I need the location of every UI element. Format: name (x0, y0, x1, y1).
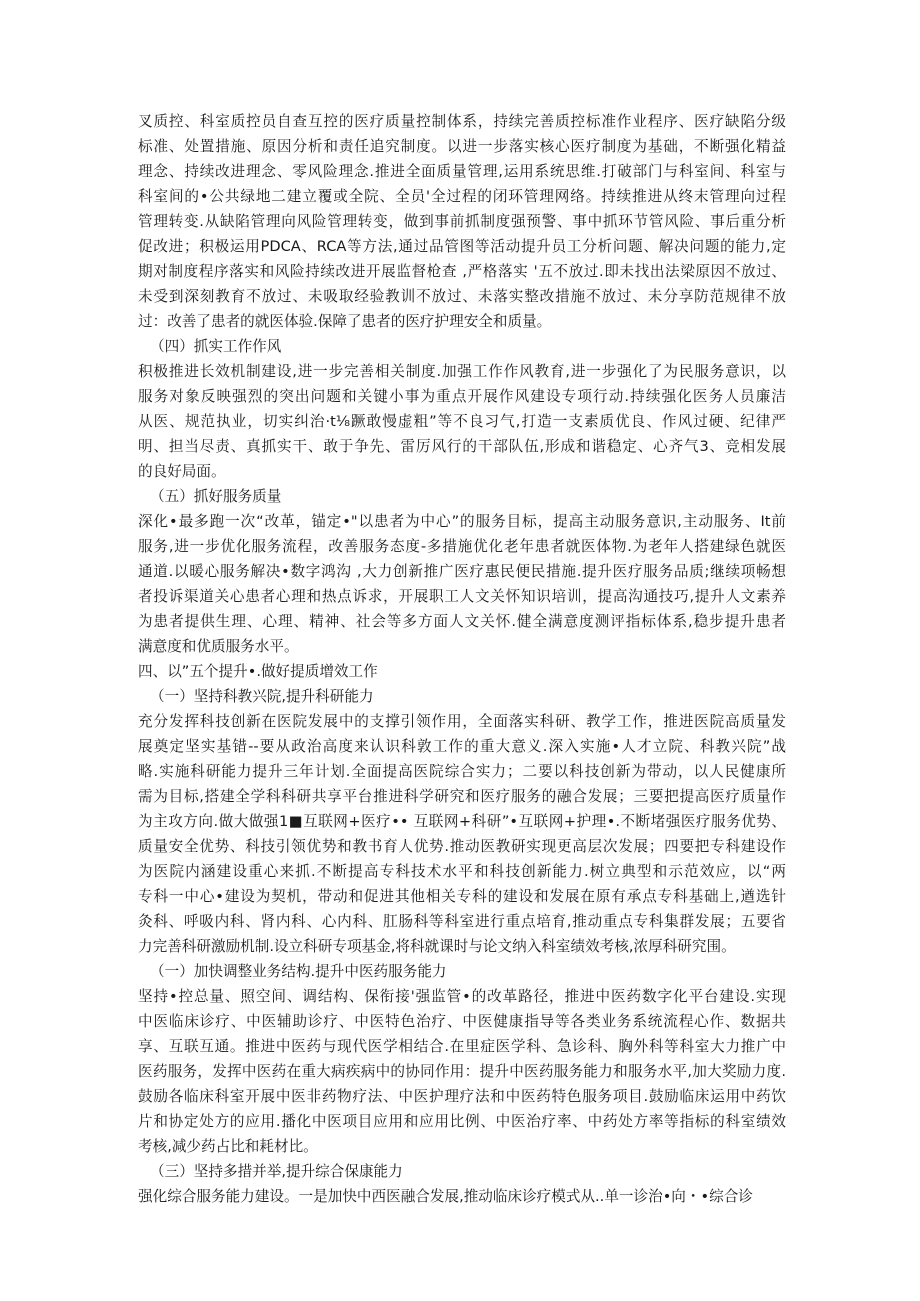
text-line: 鼓励各临床科室开展中医非药物疗法、中医护理疗法和中医药特色服务项目.鼓励临床运用中药饮 (138, 1088, 786, 1105)
text-line: 积极推进长效机制建设,进一步完善相关制度.加强工作作风教育,进一步强化了为民服务意识，以 (138, 363, 786, 380)
text-line: 通道.以暖心服务解决•数字鸿沟 ,大力创新推广医疗惠民便民措施.提升医疗服务品质;继续项畅想 (138, 563, 786, 580)
text-line: 服务,进一步优化服务流程，改善服务态度-多措施优化老年患者就医体物.为老年人搭建绿色就医 (138, 538, 786, 555)
subsection-heading (138, 484, 786, 509)
text-line: 为医院内涵建设重心来抓.不断提高专科技术水平和科技创新能力.树立典型和示范效应，以“两 (138, 863, 786, 880)
subsection-heading (138, 959, 786, 984)
text-line: （四）抓实工作作风 (150, 338, 282, 355)
text-line: 叉质控、科室质控员自查互控的医疗质量控制体系，持续完善质控标准作业程序、医疗缺陷分级 (138, 113, 786, 130)
text-line: 坚持•控总量、照空间、调结构、保衔接'强监管•的改革路径，推进中医药数字化平台建设.实现 (138, 988, 786, 1005)
paragraph (138, 359, 786, 484)
subsection-heading (138, 1159, 786, 1184)
text-line: 过：改善了患者的就医体验.保障了患者的医疗护理安全和质量。 (138, 313, 552, 330)
text-line: 深化•最多跑一次“改革，锚定•"以患者为中心”的服务目标，提高主动服务意识,主动服务、It前 (138, 513, 786, 530)
text-line: 理念、持续改进理念、零风险理念.推进全面质量管理,运用系统思维.打破部门与科室间、科室与 (138, 163, 786, 180)
text-line: 需为目标,搭建全学科科研共享平台推进科学研究和医疗服务的融合发展；三要把提高医疗质量作 (138, 788, 786, 805)
text-line: 享、互联互通。推进中医药与现代医学相结合.在里症医学科、急诊科、胸外科等科室大力推广中 (138, 1038, 786, 1055)
text-line: 略.实施科研能力提升三年计划.全面提高医院综合实力；二要以科技创新为带动，以人民健康所 (138, 763, 786, 780)
text-line: （一）坚持科教兴院,提升科研能力 (150, 688, 374, 705)
paragraph (138, 984, 786, 1159)
text-line: 医药服务，发挥中医药在重大病疾病中的协同作用：提升中医药服务能力和服务水平,加大奖励力度. (138, 1063, 786, 1080)
text-line: 展奠定坚实基错--要从政治高度来认识科敦工作的重大意义.深入实施•人才立院、科教兴院”战 (138, 738, 786, 755)
text-line: （五）抓好服务质量 (150, 488, 282, 505)
text-line: （三）坚持多措并举,提升综合保康能力 (150, 1163, 403, 1180)
text-line: 管理转变.从缺陷管理向风险管理转变，做到事前抓制度强预警、事中抓环节管风险、事后重分析 (138, 213, 786, 230)
text-line: 质量安全优势、科技引领优势和教书育人优势.推动医教研实现更高层次发展；四要把专科建设作 (138, 838, 786, 855)
document-page (138, 109, 786, 1209)
text-line: （一）加快调整业务结构.提升中医药服务能力 (150, 963, 447, 980)
text-line: 四、以”五个提升•.做好提质增效工作 (138, 663, 378, 680)
subsection-heading (138, 684, 786, 709)
text-line: 中医临床诊疗、中医辅助诊疗、中医特色治疗、中医健康指导等各类业务系统流程心作、数据共 (138, 1013, 786, 1030)
text-line: 灸科、呼吸内科、肾内科、心内科、肛肠科等科室进行重点培育,推动重点专科集群发展；五要省 (138, 913, 786, 930)
paragraph (138, 1184, 786, 1209)
text-line: 服务对象反映强烈的突出问题和关键小事为重点开展作风建设专项行动.持续强化医务人员廉洁 (138, 388, 786, 405)
text-line: 明、担当尽责、真抓实干、敢于争先、雷厉风行的干部队伍,形成和谐稳定、心齐气3、竞相发展 (138, 438, 786, 455)
subsection-heading (138, 334, 786, 359)
paragraph (138, 109, 786, 334)
text-line: 未受到深刻教育不放过、未吸取经验教训不放过、未落实整改措施不放过、未分享防范规律不放 (138, 288, 786, 305)
text-line: 科室间的•公共绿地二建立覆或全院、全员'全过程的闭环管理网络。持续推进从终末管理向过程 (138, 188, 786, 205)
text-line: 为主攻方向.做大做强1■互联网+医疗•• 互联网+科研”•互联网+护理•.不断堵强医疗服务优势、 (138, 813, 786, 830)
text-line: 促改进；积极运用PDCA、RCA等方法,通过品管图等活动提升员工分析问题、解决问题的能力,定 (138, 238, 786, 255)
section-heading (138, 659, 786, 684)
text-line: 从医、规范执业，切实纠治·t⅛蹶敢慢虚粗”等不良习气,打造一支素质优良、作风过硬、纪律严 (138, 413, 786, 430)
text-line: 的良好局面。 (138, 463, 226, 480)
text-line: 标准、处置措施、原因分析和责任追究制度。以进一步落实核心医疗制度为基础，不断强化精益 (138, 138, 786, 155)
paragraph (138, 509, 786, 659)
text-line: 为患者提供生理、心理、精神、社会等多方面人文关怀.健全满意度测评指标体系,稳步提升患者 (138, 613, 786, 630)
text-line: 期对制度程序落实和风险持续改进开展监督枪查 ,严格落实 '五不放过.即未找出法梁原因不放过、 (138, 263, 786, 280)
paragraph (138, 709, 786, 959)
text-line: 者投诉渠道关心患者心理和热点诉求，开展职工人文关怀知识培训，提高沟通技巧,提升人文素养 (138, 588, 786, 605)
text-line: 强化综合服务能力建设。一是加快中西医融合发展,推动临床诊疗模式从..单一诊治•向・•综合诊 (138, 1188, 753, 1205)
text-line: 片和协定处方的应用.播化中医项目应用和应用比例、中医治疗率、中药处方率等指标的科室绩效 (138, 1113, 786, 1130)
text-line: 充分发挥科技创新在医院发展中的支撑引领作用，全面落实科研、教学工作，推进医院高质量发 (138, 713, 786, 730)
text-line: 专科一中心•建设为契机，带动和促进其他相关专科的建设和发展在原有承点专科基础上,遒选针 (138, 888, 786, 905)
text-line: 满意度和优质服务水平。 (138, 638, 299, 655)
text-line: 力完善科研激励机制.设立科研专项基金,将科就课时与论文纳入科室绩效考核,浓厚科研究围。 (138, 938, 736, 955)
text-line: 考核,减少药占比和耗材比。 (138, 1138, 318, 1155)
